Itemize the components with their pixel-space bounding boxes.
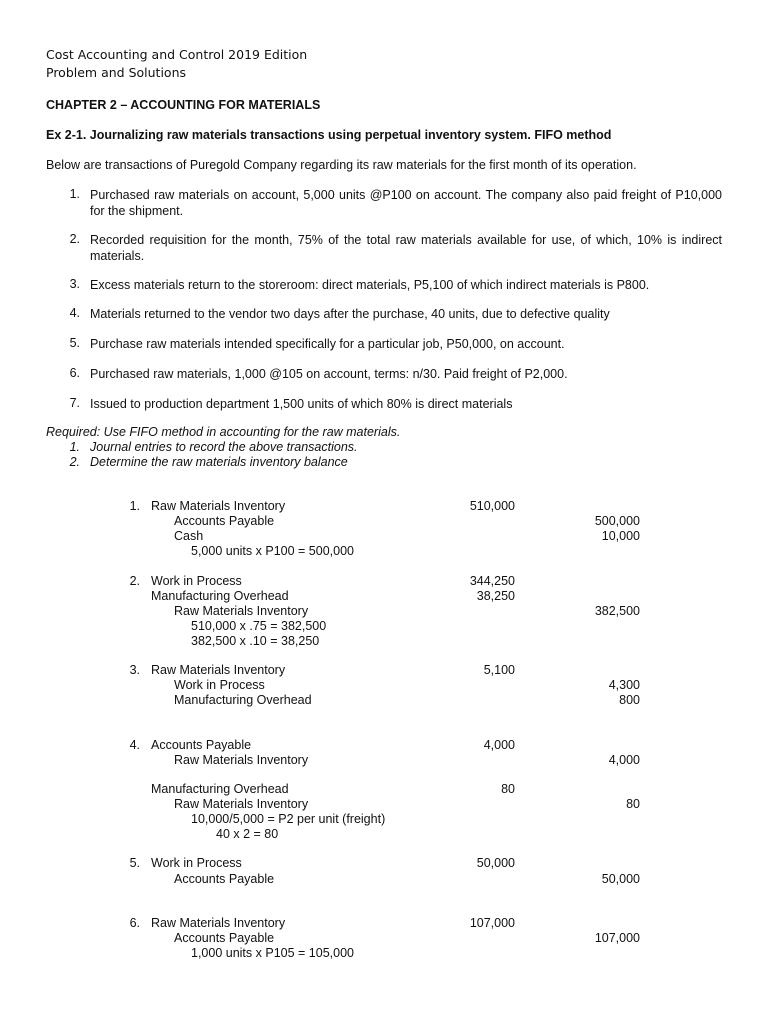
debit-amount: 50,000 (476, 856, 515, 870)
list-item-number: 3. (69, 277, 80, 291)
journal-entry-number: 4. (129, 738, 140, 752)
computation-note: 40 x 2 = 80 (216, 827, 279, 841)
exercise-title: Ex 2-1. Journalizing raw materials transactions using perpetual inventory system. FIFO method (46, 128, 612, 142)
debit-account: Manufacturing Overhead (151, 589, 289, 603)
book-subtitle: Problem and Solutions (46, 65, 187, 80)
credit-amount: 80 (626, 797, 640, 811)
credit-account: Work in Process (174, 678, 265, 692)
journal-entry-number: 5. (129, 856, 140, 870)
credit-amount: 4,000 (608, 753, 640, 767)
computation-note: 1,000 units x P105 = 105,000 (191, 946, 354, 960)
required-item: Journal entries to record the above transactions. (90, 440, 358, 454)
credit-amount: 800 (619, 693, 640, 707)
debit-account: Raw Materials Inventory (151, 499, 286, 513)
required-label: Required: Use FIFO method in accounting for the raw materials. (46, 425, 401, 439)
list-item: Purchased raw materials on account, 5,000 units @P100 on account. The company also paid freight of P10,000 for the shipment. (90, 188, 722, 218)
computation-note: 5,000 units x P100 = 500,000 (191, 544, 354, 558)
debit-amount: 107,000 (469, 916, 515, 930)
intro-text: Below are transactions of Puregold Company regarding its raw materials for the first month of its operation. (46, 158, 637, 172)
credit-account: Cash (174, 529, 204, 543)
journal-entry-number: 2. (129, 574, 140, 588)
debit-amount: 5,100 (483, 663, 515, 677)
computation-note: 10,000/5,000 = P2 per unit (freight) (191, 812, 386, 826)
debit-account: Work in Process (151, 574, 242, 588)
credit-amount: 50,000 (601, 872, 640, 886)
debit-account: Accounts Payable (151, 738, 252, 752)
list-item: Issued to production department 1,500 units of which 80% is direct materials (90, 397, 513, 411)
credit-account: Accounts Payable (174, 872, 275, 886)
debit-amount: 344,250 (469, 574, 515, 588)
credit-amount: 382,500 (594, 604, 640, 618)
list-item-number: 5. (69, 336, 80, 350)
list-item: Excess materials return to the storeroom: direct materials, P5,100 of which indirect materials is P800. (90, 278, 650, 292)
journal-entry-number: 1. (129, 499, 140, 513)
book-title: Cost Accounting and Control 2019 Edition (46, 47, 308, 62)
credit-amount: 10,000 (601, 529, 640, 543)
list-item: Purchase raw materials intended specifically for a particular job, P50,000, on account. (90, 337, 565, 351)
credit-amount: 500,000 (594, 514, 640, 528)
debit-account: Raw Materials Inventory (151, 916, 286, 930)
debit-amount: 510,000 (469, 499, 515, 513)
credit-account: Accounts Payable (174, 514, 275, 528)
list-item-number: 6. (69, 366, 80, 380)
list-item-number: 4. (69, 306, 80, 320)
credit-amount: 107,000 (594, 931, 640, 945)
credit-account: Raw Materials Inventory (174, 604, 309, 618)
required-item: Determine the raw materials inventory balance (90, 455, 348, 469)
debit-amount: 4,000 (483, 738, 515, 752)
computation-note: 382,500 x .10 = 38,250 (191, 634, 320, 648)
journal-entry-number: 6. (129, 916, 140, 930)
list-item: Materials returned to the vendor two days after the purchase, 40 units, due to defective quality (90, 307, 610, 321)
credit-account: Manufacturing Overhead (174, 693, 312, 707)
debit-account: Work in Process (151, 856, 242, 870)
debit-amount: 38,250 (476, 589, 515, 603)
list-item-number: 7. (69, 396, 80, 410)
required-item-number: 2. (69, 455, 80, 469)
credit-amount: 4,300 (608, 678, 640, 692)
credit-account: Raw Materials Inventory (174, 797, 309, 811)
debit-account: Manufacturing Overhead (151, 782, 289, 796)
debit-amount: 80 (501, 782, 515, 796)
journal-entry-number: 3. (129, 663, 140, 677)
list-item: Purchased raw materials, 1,000 @105 on account, terms: n/30. Paid freight of P2,000. (90, 367, 568, 381)
credit-account: Accounts Payable (174, 931, 275, 945)
credit-account: Raw Materials Inventory (174, 753, 309, 767)
computation-note: 510,000 x .75 = 382,500 (191, 619, 327, 633)
list-item: Recorded requisition for the month, 75% of the total raw materials available for use, of which, 10% is indirect materials. (90, 233, 722, 263)
chapter-title: CHAPTER 2 – ACCOUNTING FOR MATERIALS (46, 98, 321, 112)
list-item-number: 2. (69, 232, 80, 246)
required-item-number: 1. (69, 440, 80, 454)
debit-account: Raw Materials Inventory (151, 663, 286, 677)
list-item-number: 1. (69, 187, 80, 201)
